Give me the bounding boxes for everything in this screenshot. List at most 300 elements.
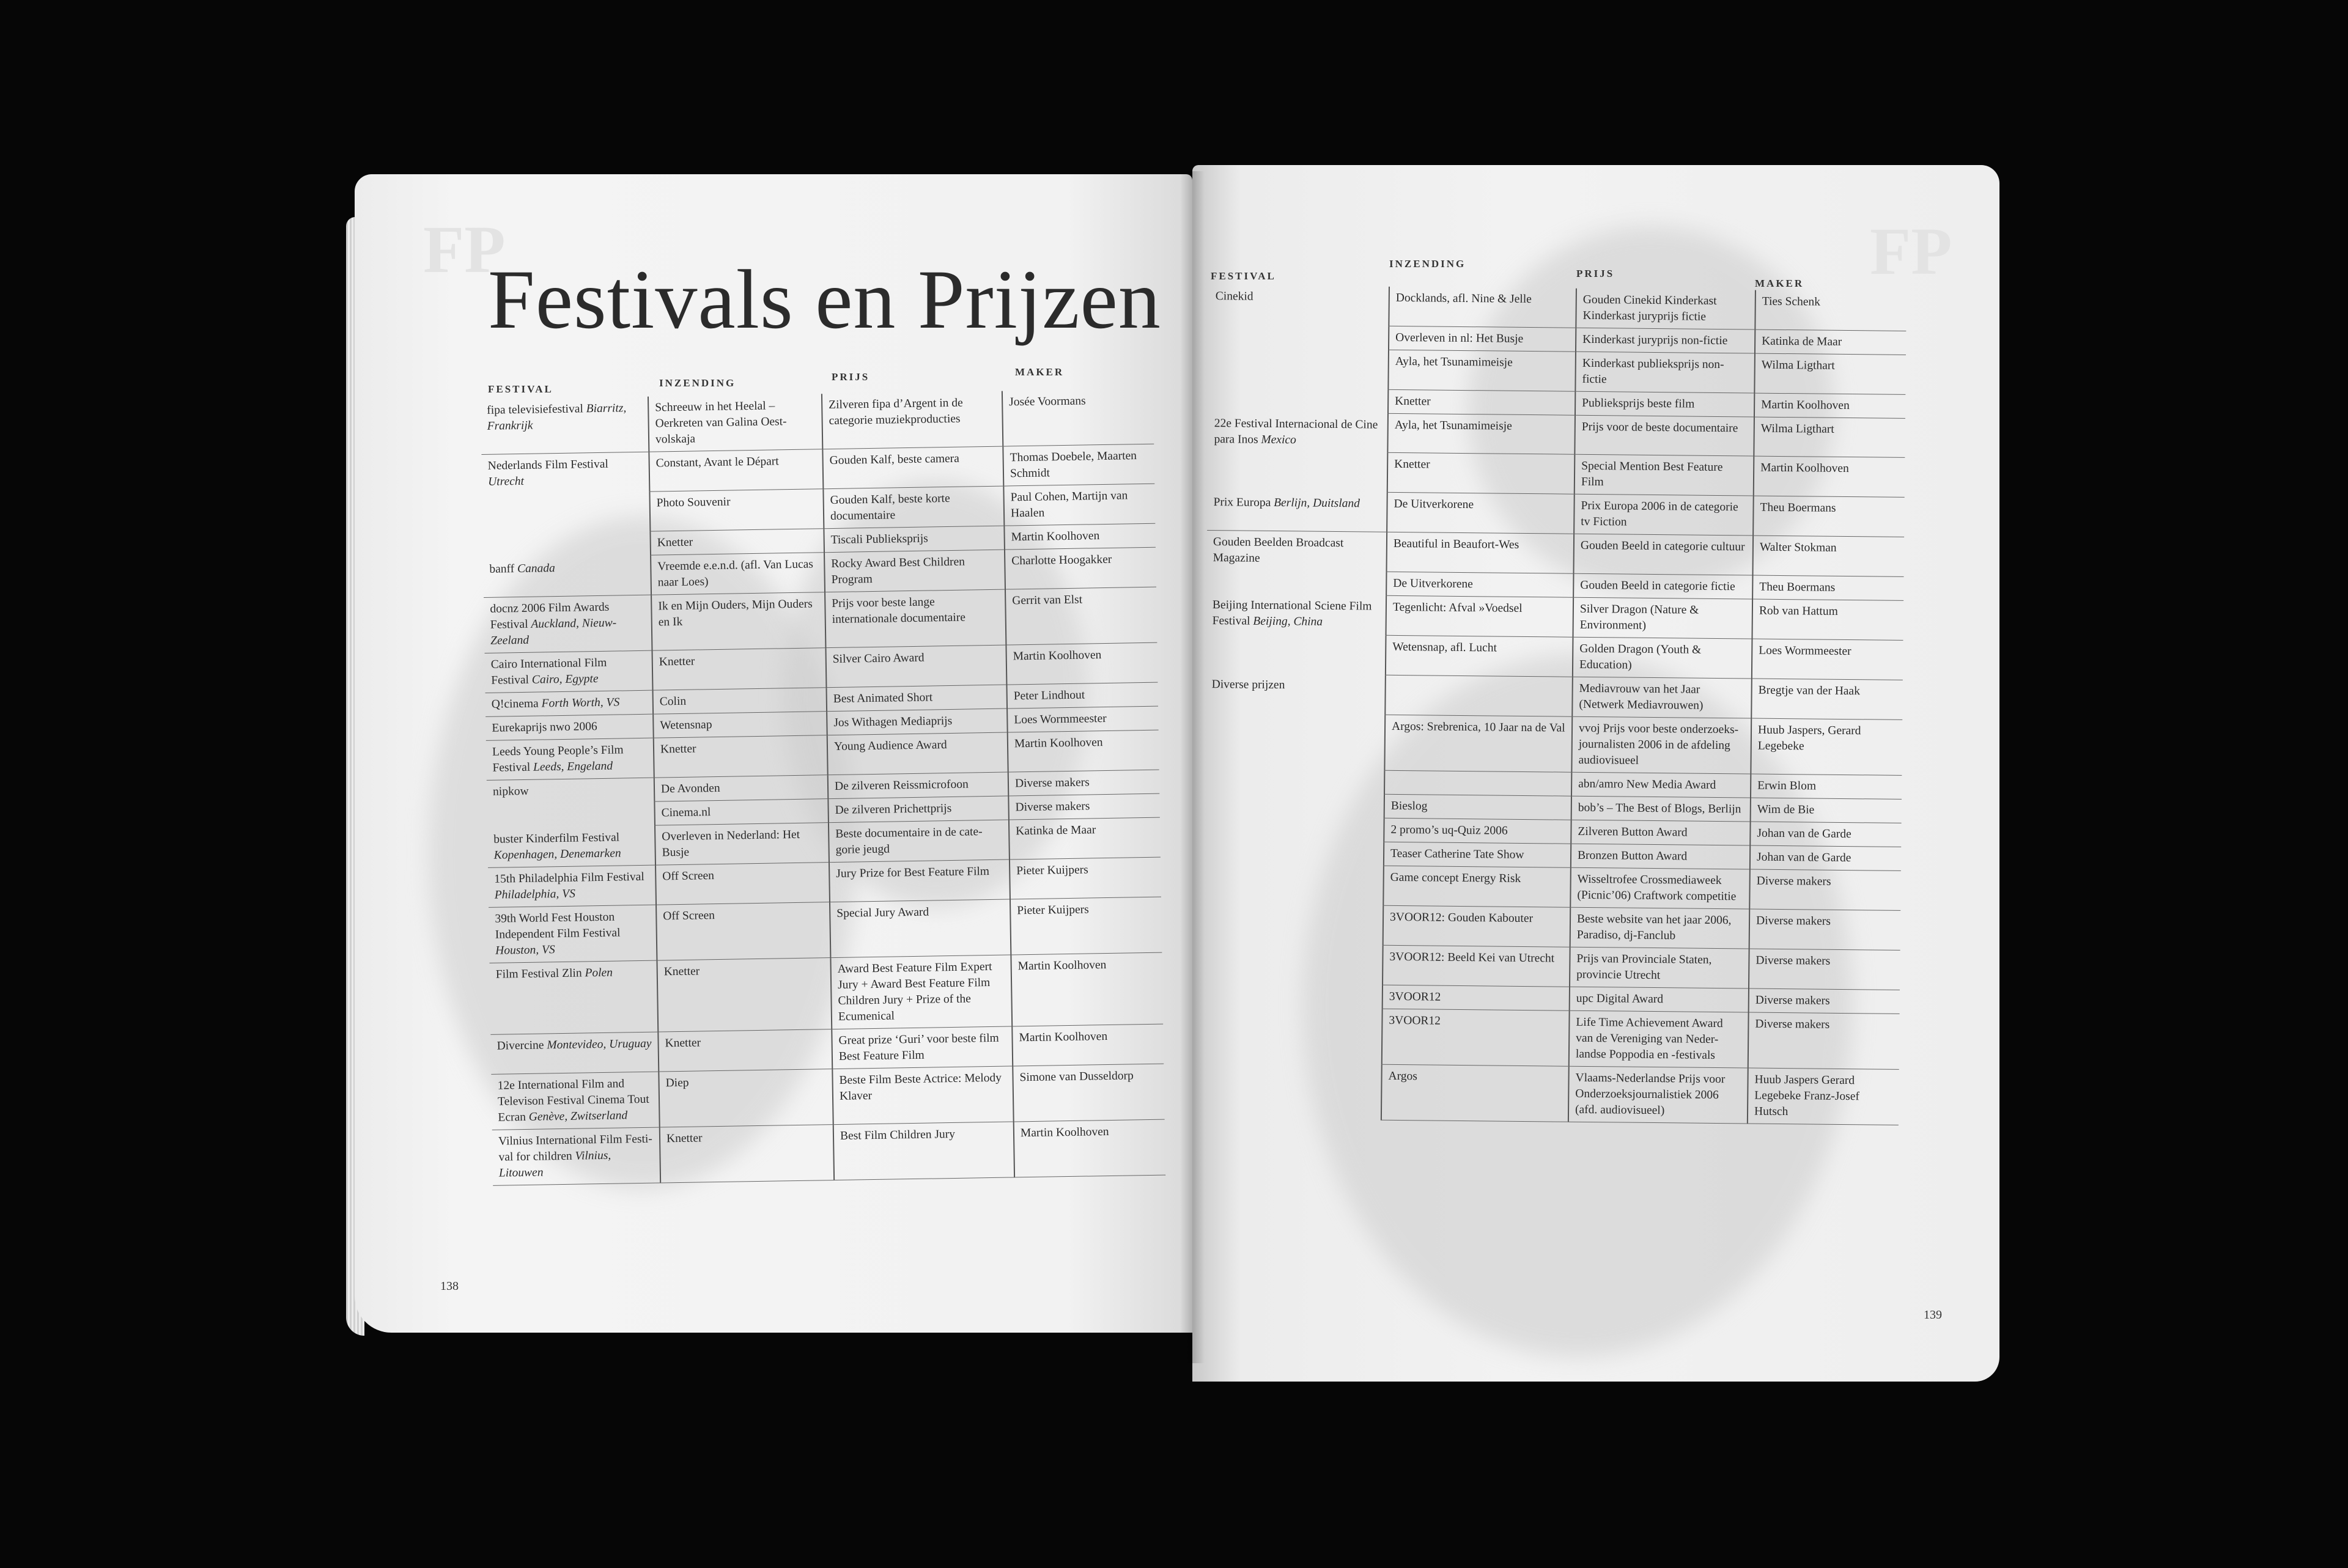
prijs-cell: [829, 820, 1010, 863]
prijs-cell-text: Gouden Beeld in categorie cultuur: [1580, 539, 1745, 554]
prijs-cell-text: Silver Cairo Award: [832, 651, 925, 666]
festival-cell: [488, 865, 656, 907]
table-row: [1208, 348, 1906, 394]
inzending-cell-text: Knetter: [659, 655, 695, 669]
prijs-cell: [828, 796, 1009, 823]
inzending-cell: [1383, 866, 1571, 907]
maker-cell: [1752, 536, 1904, 576]
maker-cell: [1752, 599, 1903, 640]
inzending-cell: [1384, 794, 1571, 820]
inzending-cell-text: Knetter: [657, 536, 693, 550]
prijs-cell: [1575, 415, 1754, 456]
maker-cell: [1749, 949, 1900, 990]
inzending-cell-text: Bieslog: [1390, 799, 1428, 812]
prijs-cell: [1573, 637, 1752, 679]
inzending-cell-text: Teaser Catherine Tate Show: [1390, 847, 1524, 861]
maker-cell: [1754, 417, 1905, 457]
prijs-cell: [1575, 391, 1754, 417]
maker-cell: [1008, 793, 1160, 820]
awards-table-right: [1202, 285, 1907, 1125]
inzending-cell: [1388, 389, 1575, 415]
maker-cell-text: Theu Boermans: [1760, 501, 1836, 515]
table-row: [1202, 1007, 1900, 1069]
maker-cell-text: Charlotte Hoogakker: [1011, 553, 1112, 568]
inzending-cell: [1381, 1064, 1569, 1122]
column-header-maker: MAKER: [1015, 366, 1065, 378]
table-row: [489, 897, 1162, 963]
inzending-cell-text: Vreemde e.e.n.d. (afl. Van Lucas naar Loes): [657, 558, 814, 589]
prijs-cell: [824, 550, 1005, 592]
maker-cell-text: Peter Lindhout: [1013, 688, 1085, 703]
festival-cell: [1206, 594, 1387, 635]
prijs-cell: [1571, 844, 1750, 869]
inzending-cell: [1384, 770, 1571, 796]
inzending-cell: [1383, 945, 1570, 987]
column-header-prijs: PRIJS: [1576, 268, 1615, 279]
prijs-cell-text: Publieksprijs beste film: [1582, 396, 1695, 411]
inzending-cell-text: Ayla, het Tsunamimeisje: [1394, 418, 1512, 433]
maker-cell: [1751, 718, 1902, 775]
festival-cell: [1208, 388, 1388, 413]
inzending-cell: [1384, 818, 1571, 844]
maker-cell-text: Johan van de Garde: [1757, 826, 1851, 841]
festival-cell-text: Gouden Beelden Broadcast Magazine: [1213, 536, 1344, 565]
festival-cell: [1207, 530, 1387, 571]
maker-cell: [1008, 730, 1159, 772]
maker-cell-text: Wilma Ligthart: [1761, 358, 1835, 372]
festival-cell: [1207, 490, 1387, 532]
prijs-cell-text: Beste website van het jaar 2006, Paradiso, dj-Fanclub: [1576, 912, 1732, 942]
maker-cell: [1010, 897, 1162, 955]
festival-cell: [1208, 411, 1388, 452]
inzending-cell: [1384, 842, 1571, 867]
festival-cell: [485, 690, 654, 716]
maker-cell: [1751, 774, 1902, 799]
maker-cell: [1005, 587, 1157, 645]
maker-cell: [1003, 484, 1155, 526]
maker-cell: [1753, 496, 1905, 537]
prijs-cell: [1573, 573, 1752, 599]
inzending-cell-text: Overleven in nl: Het Busje: [1395, 331, 1524, 345]
prijs-cell: [1574, 494, 1754, 536]
column-header-maker: MAKER: [1755, 278, 1804, 289]
maker-cell: [1752, 639, 1903, 680]
prijs-cell: [1572, 677, 1752, 718]
prijs-cell: [825, 589, 1006, 648]
prijs-cell: [1571, 820, 1750, 845]
inzending-cell: [1383, 905, 1571, 947]
maker-cell: [1754, 456, 1905, 497]
maker-cell: [1748, 1012, 1900, 1069]
maker-cell: [1014, 1119, 1165, 1177]
maker-cell-text: Erwin Blom: [1757, 779, 1817, 793]
festival-cell-text: Cinekid: [1215, 290, 1253, 303]
festival-cell: [1206, 570, 1386, 595]
maker-cell-text: Martin Koolhoven: [1019, 1030, 1108, 1045]
maker-cell-text: Pieter Kuijpers: [1017, 903, 1089, 918]
festival-location: Biarritz, Frankrijk: [487, 402, 627, 433]
prijs-cell-text: Life Time Achievement Award van de Vereniging van Neder-landse Poppodia en -festivals: [1575, 1015, 1723, 1062]
prijs-cell: [1576, 328, 1755, 353]
prijs-cell: [1570, 867, 1750, 909]
festival-cell: [481, 452, 649, 494]
inzending-cell-text: Knetter: [665, 1036, 701, 1050]
table-row: [491, 1064, 1164, 1130]
prijs-cell-text: Jos Withagen Mediaprijs: [833, 714, 953, 729]
inzending-cell-text: Argos: [1388, 1069, 1418, 1083]
festival-cell-text: Divercine: [497, 1039, 544, 1053]
prijs-cell: [832, 1026, 1013, 1069]
festival-cell-text: 12e International Film and Televison Festival Cinema Tout Ecran: [497, 1077, 649, 1124]
prijs-cell-text: Gouden Cinekid Kinderkast Kinderkast juryprijs fictie: [1582, 293, 1717, 323]
prijs-cell: [827, 732, 1008, 775]
inzending-cell: [658, 1029, 832, 1072]
festival-cell-text: Nederlands Film Festival: [487, 457, 609, 473]
festival-cell: [485, 650, 653, 693]
festival-location: Kopenhagen, Denemarken: [493, 846, 621, 862]
maker-cell: [1013, 1064, 1164, 1122]
festival-location: Forth Worth, VS: [541, 696, 620, 710]
maker-cell-text: Simone van Dusseldorp: [1019, 1069, 1134, 1084]
inzending-cell: [1388, 350, 1576, 391]
table-row: [1205, 713, 1902, 775]
festival-location: Philadelphia, VS: [494, 887, 576, 902]
inzending-cell: [1389, 287, 1576, 328]
column-header-festival: FESTIVAL: [488, 383, 553, 395]
maker-cell: [1749, 988, 1900, 1014]
inzending-cell: [657, 958, 832, 1032]
festival-cell: [492, 1127, 660, 1185]
maker-cell-text: Theu Boermans: [1759, 580, 1836, 594]
maker-cell-text: Martin Koolhoven: [1014, 736, 1103, 751]
festival-cell-text: Diverse prijzen: [1211, 678, 1285, 692]
inzending-cell-text: Knetter: [663, 965, 700, 979]
prijs-cell-text: Prijs voor de beste documentaire: [1581, 420, 1738, 435]
maker-cell-text: Martin Koolhoven: [1011, 529, 1100, 544]
inzending-cell: [653, 712, 827, 738]
maker-cell: [1751, 798, 1902, 823]
maker-cell: [1002, 389, 1154, 446]
inzending-cell-text: Ayla, het Tsunamimeisje: [1395, 355, 1513, 369]
inzending-cell-text: Colin: [659, 694, 687, 709]
page-title: Festivals en Prijzen: [488, 252, 1161, 346]
inzending-cell-text: De Avonden: [660, 781, 720, 796]
maker-cell-text: Bregtje van der Haak: [1758, 683, 1860, 698]
maker-cell: [1750, 822, 1901, 847]
festival-cell: [1205, 768, 1384, 794]
prijs-cell: [1575, 454, 1754, 496]
inzending-cell-text: Off Screen: [663, 909, 715, 923]
table-row: [1205, 673, 1903, 720]
inzending-cell-text: 2 promo’s uq-Quiz 2006: [1390, 823, 1508, 837]
inzending-cell-text: Schreeuw in het Heelal – Oerkreten van Galina Oest-volskaja: [655, 399, 787, 446]
inzending-cell: [654, 735, 828, 778]
inzending-cell-text: Beautiful in Beaufort-Wes: [1393, 537, 1519, 551]
maker-cell: [1752, 575, 1903, 600]
festival-cell: [481, 397, 649, 455]
prijs-cell-text: Gouden Beeld in categorie fictie: [1580, 578, 1735, 593]
maker-cell-text: Katinka de Maar: [1016, 823, 1096, 838]
prijs-cell: [832, 1066, 1013, 1125]
prijs-cell-text: Prix Europa 2006 in de categorie tv Fiction: [1581, 499, 1738, 529]
table-row: [481, 389, 1154, 455]
festival-location: Leeds, Engeland: [533, 759, 613, 774]
left-page: [355, 174, 1192, 1333]
inzending-cell: [659, 1069, 833, 1127]
maker-cell-text: Rob van Hattum: [1759, 604, 1838, 618]
festival-cell: [1208, 451, 1388, 492]
maker-cell-text: Diverse makers: [1755, 914, 1831, 928]
prijs-cell-text: Tiscali Publieksprijs: [830, 532, 928, 547]
maker-cell-text: Martin Koolhoven: [1020, 1125, 1109, 1140]
inzending-cell: [651, 553, 825, 595]
maker-cell: [1003, 444, 1154, 486]
festival-location: Polen: [585, 966, 613, 980]
festival-cell: [1209, 285, 1389, 326]
inzending-cell-text: Constant, Avant le Départ: [655, 455, 779, 470]
prijs-cell: [1573, 597, 1753, 639]
inzending-cell-text: Photo Souvenir: [656, 495, 731, 510]
inzending-cell: [651, 592, 825, 650]
inzending-cell-text: De Uitverkorene: [1394, 497, 1474, 512]
prijs-cell-text: Vlaams-Nederlandse Prijs voor Onderzoeksjournalistiek 2006 (afd. audiovisueel): [1575, 1071, 1726, 1117]
inzending-cell: [649, 449, 823, 491]
festival-cell-text: buster Kinderfilm Festival: [493, 831, 620, 846]
prijs-cell: [822, 391, 1003, 449]
festival-cell: [1209, 324, 1389, 350]
festival-cell: [487, 778, 655, 804]
prijs-cell-text: De zilveren Reissmicrofoon: [834, 778, 969, 793]
maker-cell-text: Diverse makers: [1755, 954, 1831, 968]
prijs-cell-text: Prijs van Provinciale Staten, provincie Utrecht: [1576, 952, 1712, 982]
prijs-cell: [824, 526, 1005, 553]
festival-cell: [489, 960, 658, 1034]
inzending-cell-text: Wetensnap, afl. Lucht: [1392, 640, 1497, 655]
prijs-cell: [1573, 534, 1753, 575]
festival-location: Montevideo, Uruguay: [547, 1037, 652, 1052]
prijs-cell-text: Beste documentaire in de cate-gorie jeugd: [835, 825, 983, 856]
inzending-cell: [654, 775, 829, 801]
prijs-cell-text: Beste Film Beste Actrice: Melody Klaver: [839, 1071, 1002, 1103]
right-page: [1192, 165, 1999, 1382]
inzending-cell-text: Argos: Srebrenica, 10 Jaar na de Val: [1391, 720, 1565, 735]
inzending-cell-text: Ik en Mijn Ouders, Mijn Ouders en Ik: [658, 597, 813, 629]
festival-cell-text: 39th World Fest Houston Independent Film Festival: [495, 910, 621, 941]
prijs-cell: [1571, 772, 1751, 798]
prijs-cell: [830, 955, 1012, 1029]
table-row: [484, 587, 1157, 653]
maker-cell: [1009, 817, 1161, 859]
festival-cell-text: Prix Europa: [1213, 495, 1271, 509]
prijs-cell-text: Great prize ‘Guri’ voor beste film Best Feature Film: [838, 1031, 999, 1063]
festival-location: Beijing, China: [1253, 614, 1323, 628]
festival-cell-text: docnz 2006 Film Awards Festival: [490, 600, 610, 631]
maker-cell-text: Loes Wormmeester: [1759, 644, 1851, 658]
festival-cell-text: Leeds Young People’s Film Festival: [492, 743, 624, 775]
inzending-cell-text: 3VOOR12: Gouden Kabouter: [1389, 910, 1534, 925]
festival-cell: [1204, 816, 1384, 842]
festival-cell-text: Q!cinema: [491, 697, 539, 711]
maker-cell: [1755, 290, 1907, 331]
inzending-cell: [648, 394, 822, 452]
maker-cell: [1749, 869, 1901, 910]
table-row: [1203, 864, 1901, 910]
prijs-cell-text: Kinderkast juryprijs non-fictie: [1582, 333, 1728, 348]
festival-cell: [489, 905, 657, 963]
prijs-cell-text: Wisseltrofee Crossmediaweek (Picnic’06) Craftwork competitie: [1577, 872, 1737, 903]
inzending-cell-text: Game concept Energy Risk: [1390, 870, 1521, 885]
maker-cell-text: Diverse makers: [1014, 776, 1090, 790]
inzending-cell: [1387, 452, 1575, 494]
festival-location: Auckland, Nieuw-Zeeland: [490, 616, 617, 647]
inzending-cell-text: Knetter: [1395, 394, 1431, 408]
prijs-cell: [1571, 716, 1751, 774]
inzending-cell: [1382, 1009, 1570, 1066]
prijs-cell-text: Best Animated Short: [833, 691, 933, 705]
prijs-cell-text: Gouden Kalf, beste camera: [829, 452, 960, 468]
prijs-cell-text: Young Audience Award: [833, 738, 947, 753]
inzending-cell: [1387, 492, 1575, 534]
inzending-cell-text: Off Screen: [662, 869, 715, 883]
prijs-cell-text: Prijs voor beste lange internationale documentaire: [832, 595, 966, 627]
inzending-cell: [652, 648, 826, 690]
maker-cell: [1754, 353, 1906, 394]
table-row: [489, 952, 1163, 1034]
festival-location: Mexico: [1261, 433, 1296, 446]
inzending-cell-text: Docklands, afl. Nine & Jelle: [1395, 291, 1532, 306]
page-number: 138: [440, 1279, 459, 1293]
maker-cell: [1755, 329, 1906, 355]
column-header-inzending: INZENDING: [1389, 258, 1466, 270]
inzending-cell: [654, 799, 829, 825]
maker-cell: [1754, 393, 1905, 418]
prijs-cell-text: Gouden Kalf, beste korte documentaire: [830, 491, 950, 523]
column-header-festival: FESTIVAL: [1211, 270, 1276, 282]
table-row: [1207, 490, 1905, 537]
maker-cell-text: Katinka de Maar: [1762, 334, 1842, 348]
table-row: [1203, 904, 1901, 950]
prijs-cell-text: Zilveren Button Award: [1578, 825, 1688, 839]
maker-cell-text: Martin Koolhoven: [1017, 959, 1107, 973]
maker-cell-text: Diverse makers: [1756, 874, 1831, 888]
maker-cell: [1006, 682, 1158, 709]
maker-cell-text: Ties Schenk: [1762, 295, 1821, 309]
inzending-cell: [660, 1125, 834, 1183]
inzending-cell: [1384, 715, 1572, 772]
inzending-cell: [655, 863, 830, 905]
maker-cell-text: Diverse makers: [1015, 800, 1090, 814]
maker-cell: [1007, 706, 1159, 732]
inzending-cell: [1387, 413, 1575, 454]
prijs-cell: [1570, 987, 1749, 1012]
festival-cell-text: Vilnius International Film Festi-val for children: [498, 1132, 652, 1164]
festival-cell-text: Beijing International Sciene Film Festival: [1212, 598, 1372, 628]
festival-cell-text: 22e Festival Internacional de Cine para Inos: [1214, 416, 1378, 446]
festival-location: Canada: [517, 561, 555, 575]
festival-cell: [1202, 1062, 1382, 1120]
prijs-cell: [829, 859, 1010, 902]
table-row: [1208, 411, 1905, 457]
maker-cell: [1012, 1024, 1164, 1066]
prijs-cell: [1569, 1010, 1749, 1068]
inzending-cell: [1386, 572, 1573, 597]
prijs-cell: [833, 1122, 1014, 1180]
inzending-cell: [650, 529, 824, 555]
festival-cell: [490, 1032, 659, 1074]
prijs-cell-text: Award Best Feature Film Expert Jury + Award Best Feature Film Children Jury + Prize of the Ecumenical: [837, 960, 992, 1023]
festival-cell: [487, 801, 655, 828]
festival-location: Berlijn, Duitsland: [1274, 496, 1360, 510]
maker-cell-text: Huub Jaspers, Gerard Legebeke: [1757, 723, 1861, 753]
maker-cell: [1751, 679, 1903, 720]
inzending-cell: [1387, 532, 1575, 573]
prijs-cell: [1575, 352, 1755, 393]
inzending-cell: [1386, 635, 1573, 677]
maker-cell: [1748, 1068, 1899, 1125]
maker-cell-text: Pieter Kuijpers: [1016, 863, 1088, 878]
maker-cell-text: Huub Jaspers Gerard Legebeke Franz-Josef Hutsch: [1754, 1073, 1860, 1118]
maker-cell-text: Gerrit van Elst: [1012, 593, 1083, 608]
maker-cell-text: Johan van de Garde: [1756, 850, 1851, 864]
festival-cell: [487, 825, 655, 867]
inzending-cell: [656, 902, 830, 960]
prijs-cell-text: Mediavrouw van het Jaar (Netwerk Mediavrouwen): [1579, 682, 1704, 712]
inzending-cell: [655, 823, 829, 865]
festival-cell: [1204, 840, 1384, 866]
inzending-cell: [649, 489, 824, 531]
maker-cell: [1004, 523, 1156, 550]
festival-cell: [484, 595, 652, 653]
maker-cell-text: Martin Koolhoven: [1761, 398, 1850, 413]
prijs-cell: [822, 446, 1003, 489]
maker-cell-text: Martin Koolhoven: [1013, 649, 1102, 663]
inzending-cell-text: Tegenlicht: Afval »Voedsel: [1392, 600, 1523, 615]
prijs-cell-text: Special Mention Best Feature Film: [1581, 459, 1723, 489]
maker-cell: [1006, 642, 1157, 685]
column-header-inzending: INZENDING: [659, 377, 736, 389]
prijs-cell-text: Bronzen Button Award: [1577, 848, 1688, 863]
prijs-cell-text: Golden Dragon (Youth & Education): [1579, 642, 1702, 672]
prijs-cell-text: De zilveren Prichettprijs: [835, 801, 952, 817]
table-row: [1203, 943, 1900, 990]
prijs-cell: [828, 772, 1009, 799]
prijs-cell: [1568, 1066, 1748, 1124]
festival-cell: [1203, 904, 1384, 945]
prijs-cell-text: Zilveren fipa d’Argent in de categorie muziekproducties: [829, 396, 963, 428]
column-header-prijs: PRIJS: [832, 371, 870, 383]
festival-cell: [486, 738, 654, 780]
festival-cell: [1205, 713, 1385, 770]
festival-cell: [1203, 983, 1383, 1009]
table-row: [492, 1119, 1165, 1185]
prijs-cell-text: bob’s – The Best of Blogs, Berlijn: [1578, 801, 1741, 815]
prijs-cell: [825, 645, 1006, 688]
maker-cell: [1010, 857, 1161, 899]
festival-cell-text: Film Festival Zlin: [495, 966, 582, 981]
prijs-cell: [823, 486, 1004, 529]
table-row: [1208, 451, 1905, 497]
prijs-cell: [1570, 907, 1750, 949]
awards-table-left: [481, 389, 1165, 1186]
inzending-cell-text: Cinema.nl: [661, 806, 711, 820]
prijs-cell: [827, 709, 1008, 735]
table-row: [1206, 633, 1903, 680]
festival-cell: [482, 491, 650, 534]
prijs-cell: [830, 899, 1011, 958]
page-number: 139: [1924, 1308, 1942, 1322]
inzending-cell-text: 3VOOR12: Beeld Kei van Utrecht: [1389, 950, 1555, 965]
festival-cell-text: Eurekaprijs nwo 2006: [492, 720, 597, 735]
